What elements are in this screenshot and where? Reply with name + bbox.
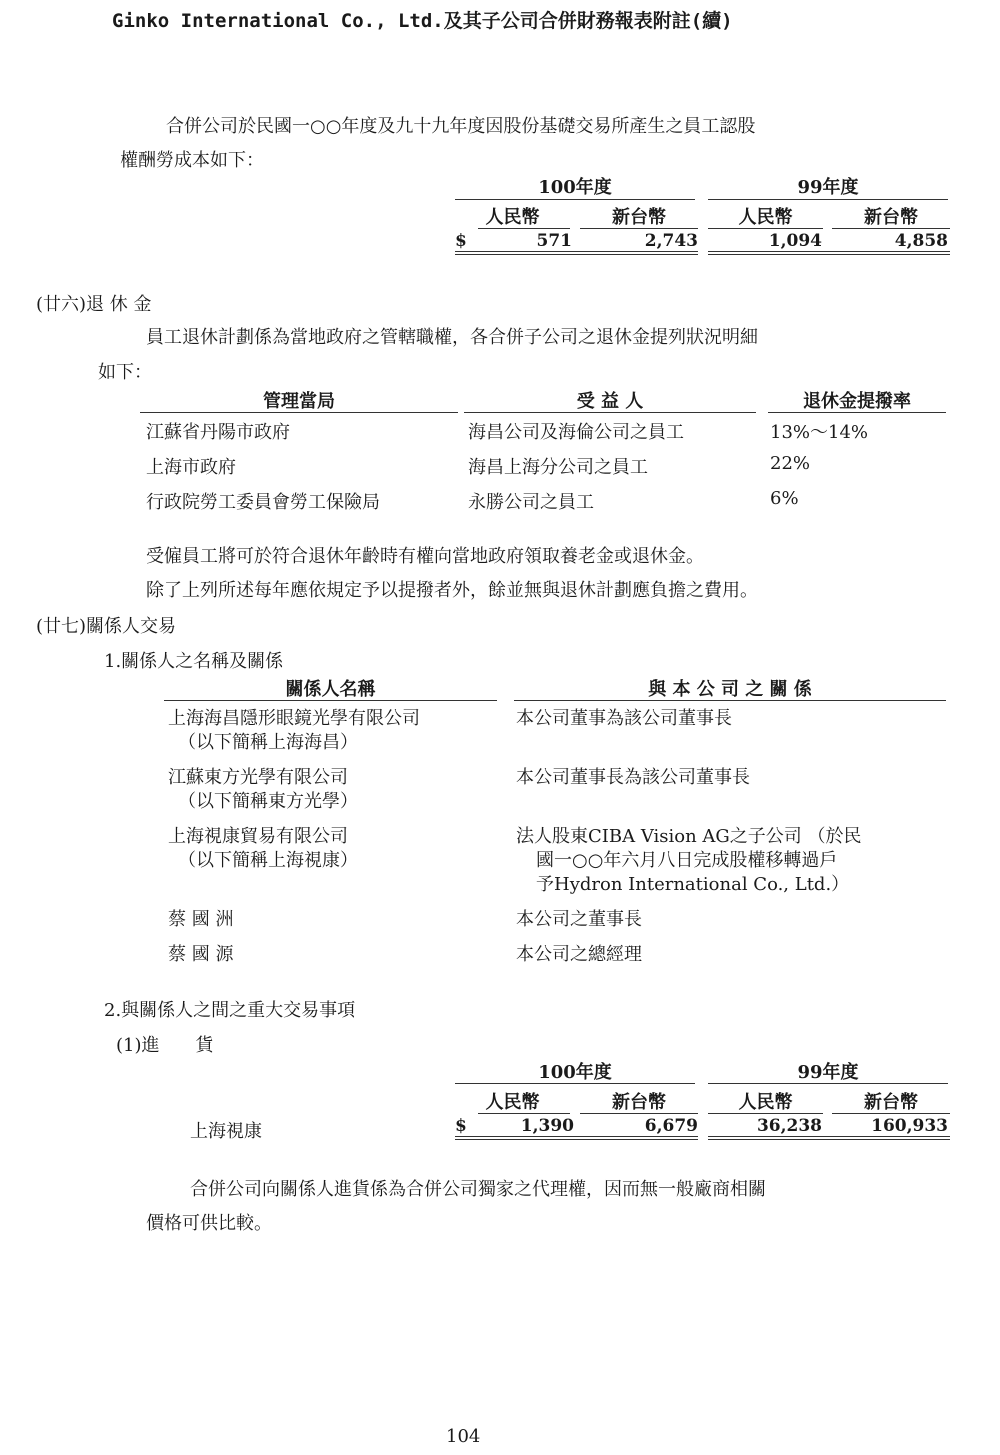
comp-col-rmb-100: 人民幣 xyxy=(485,207,540,228)
comp-col-rmb-99: 人民幣 xyxy=(738,207,793,228)
comp-value-ntd-99: 4,858 xyxy=(894,231,948,251)
related-col-name: 關係人名稱 xyxy=(285,679,376,700)
related-relation: 法人股東CIBA Vision AG之子公司 （於民 xyxy=(516,826,862,847)
purchase-value-rmb-100: 1,390 xyxy=(520,1116,574,1136)
pension-row-rate: 13%～14% xyxy=(770,422,869,443)
double-underline xyxy=(708,1136,950,1140)
pension-heading: (廿六)退 休 金 xyxy=(36,294,152,315)
divider xyxy=(455,199,695,200)
divider xyxy=(514,700,946,701)
related-name-alias: （以下簡稱上海海昌） xyxy=(178,732,358,753)
purchase-value-rmb-99: 36,238 xyxy=(756,1116,822,1136)
double-underline xyxy=(455,1136,698,1140)
pension-note1: 受僱員工將可於符合退休年齡時有權向當地政府領取養老金或退休金。 xyxy=(146,546,704,567)
currency-symbol: $ xyxy=(455,1116,467,1136)
page-number: 104 xyxy=(446,1426,481,1447)
pension-row-beneficiary: 海昌公司及海倫公司之員工 xyxy=(468,422,684,443)
pension-row-authority: 江蘇省丹陽市政府 xyxy=(146,422,290,443)
purchase-col-ntd-99: 新台幣 xyxy=(864,1092,918,1113)
divider xyxy=(580,1113,698,1114)
divider xyxy=(832,1113,950,1114)
page-header-title: Ginko International Co., Ltd.及其子公司合併財務報表附註(續) xyxy=(112,10,733,32)
double-underline xyxy=(708,251,950,255)
pension-col-rate: 退休金提撥率 xyxy=(803,391,911,412)
divider xyxy=(478,1113,570,1114)
purchase-value-ntd-100: 6,679 xyxy=(644,1116,698,1136)
divider xyxy=(140,412,458,413)
divider xyxy=(478,228,570,229)
related-relation: 本公司之董事長 xyxy=(516,909,642,930)
purchase-year-99: 99年度 xyxy=(797,1062,859,1083)
purchase-note2: 價格可供比較。 xyxy=(146,1213,272,1234)
purchase-year-100: 100年度 xyxy=(538,1062,612,1083)
divider xyxy=(455,1083,695,1084)
comp-value-ntd-100: 2,743 xyxy=(644,231,698,251)
comp-year-100: 100年度 xyxy=(538,177,612,198)
pension-row-rate: 22% xyxy=(770,453,811,474)
pension-note2: 除了上列所述每年應依規定予以提撥者外，餘並無與退休計劃應負擔之費用。 xyxy=(146,580,758,601)
comp-paragraph-line1: 合併公司於民國一○○年度及九十九年度因股份基礎交易所產生之員工認股 xyxy=(166,116,756,137)
divider xyxy=(464,412,756,413)
purchase-col-rmb-100: 人民幣 xyxy=(485,1092,540,1113)
comp-col-ntd-99: 新台幣 xyxy=(864,207,918,228)
related-relation-cont: 予Hydron International Co., Ltd.） xyxy=(536,874,850,895)
purchase-col-ntd-100: 新台幣 xyxy=(612,1092,666,1113)
related-sub2: 2.與關係人之間之重大交易事項 xyxy=(104,1000,356,1021)
pension-row-rate: 6% xyxy=(770,488,799,509)
purchase-note1: 合併公司向關係人進貨係為合併公司獨家之代理權，因而無一般廠商相關 xyxy=(190,1179,766,1200)
pension-col-beneficiary: 受 益 人 xyxy=(576,391,644,412)
related-name: 上海海昌隱形眼鏡光學有限公司 xyxy=(168,708,420,729)
comp-value-rmb-99: 1,094 xyxy=(768,231,822,251)
divider xyxy=(708,199,948,200)
related-relation-cont: 國一○○年六月八日完成股權移轉過戶 xyxy=(536,850,838,871)
related-name-alias: （以下簡稱東方光學） xyxy=(178,791,358,812)
comp-year-99: 99年度 xyxy=(797,177,859,198)
pension-line1: 員工退休計劃係為當地政府之管轄職權，各合併子公司之退休金提列狀況明細 xyxy=(146,327,758,348)
purchase-col-rmb-99: 人民幣 xyxy=(738,1092,793,1113)
double-underline xyxy=(455,251,698,255)
purchase-row-label: 上海視康 xyxy=(190,1121,262,1142)
related-name: 上海視康貿易有限公司 xyxy=(168,826,348,847)
divider xyxy=(580,228,698,229)
divider xyxy=(164,700,497,701)
divider xyxy=(708,228,823,229)
divider xyxy=(768,412,946,413)
related-relation: 本公司董事為該公司董事長 xyxy=(516,708,732,729)
divider xyxy=(708,1083,948,1084)
purchase-value-ntd-99: 160,933 xyxy=(871,1116,948,1136)
comp-col-ntd-100: 新台幣 xyxy=(612,207,666,228)
pension-row-authority: 上海市政府 xyxy=(146,457,236,478)
pension-row-authority: 行政院勞工委員會勞工保險局 xyxy=(146,492,380,513)
comp-value-rmb-100: 571 xyxy=(536,231,572,251)
related-relation: 本公司之總經理 xyxy=(516,944,642,965)
pension-row-beneficiary: 海昌上海分公司之員工 xyxy=(468,457,648,478)
related-heading: (廿七)關係人交易 xyxy=(36,616,177,637)
pension-col-authority: 管理當局 xyxy=(263,391,335,412)
comp-paragraph-line2: 權酬勞成本如下： xyxy=(120,150,264,171)
related-name: 蔡 國 源 xyxy=(168,944,234,965)
pension-row-beneficiary: 永勝公司之員工 xyxy=(468,492,594,513)
related-col-relation: 與 本 公 司 之 關 係 xyxy=(648,679,812,700)
related-sub2-1: (1)進 貨 xyxy=(116,1035,214,1056)
related-sub1: 1.關係人之名稱及關係 xyxy=(104,651,284,672)
currency-symbol: $ xyxy=(455,231,467,251)
divider xyxy=(708,1113,823,1114)
related-name: 江蘇東方光學有限公司 xyxy=(168,767,348,788)
divider xyxy=(832,228,950,229)
related-relation: 本公司董事長為該公司董事長 xyxy=(516,767,750,788)
related-name: 蔡 國 洲 xyxy=(168,909,234,930)
related-name-alias: （以下簡稱上海視康） xyxy=(178,850,358,871)
pension-line2: 如下： xyxy=(98,362,152,383)
